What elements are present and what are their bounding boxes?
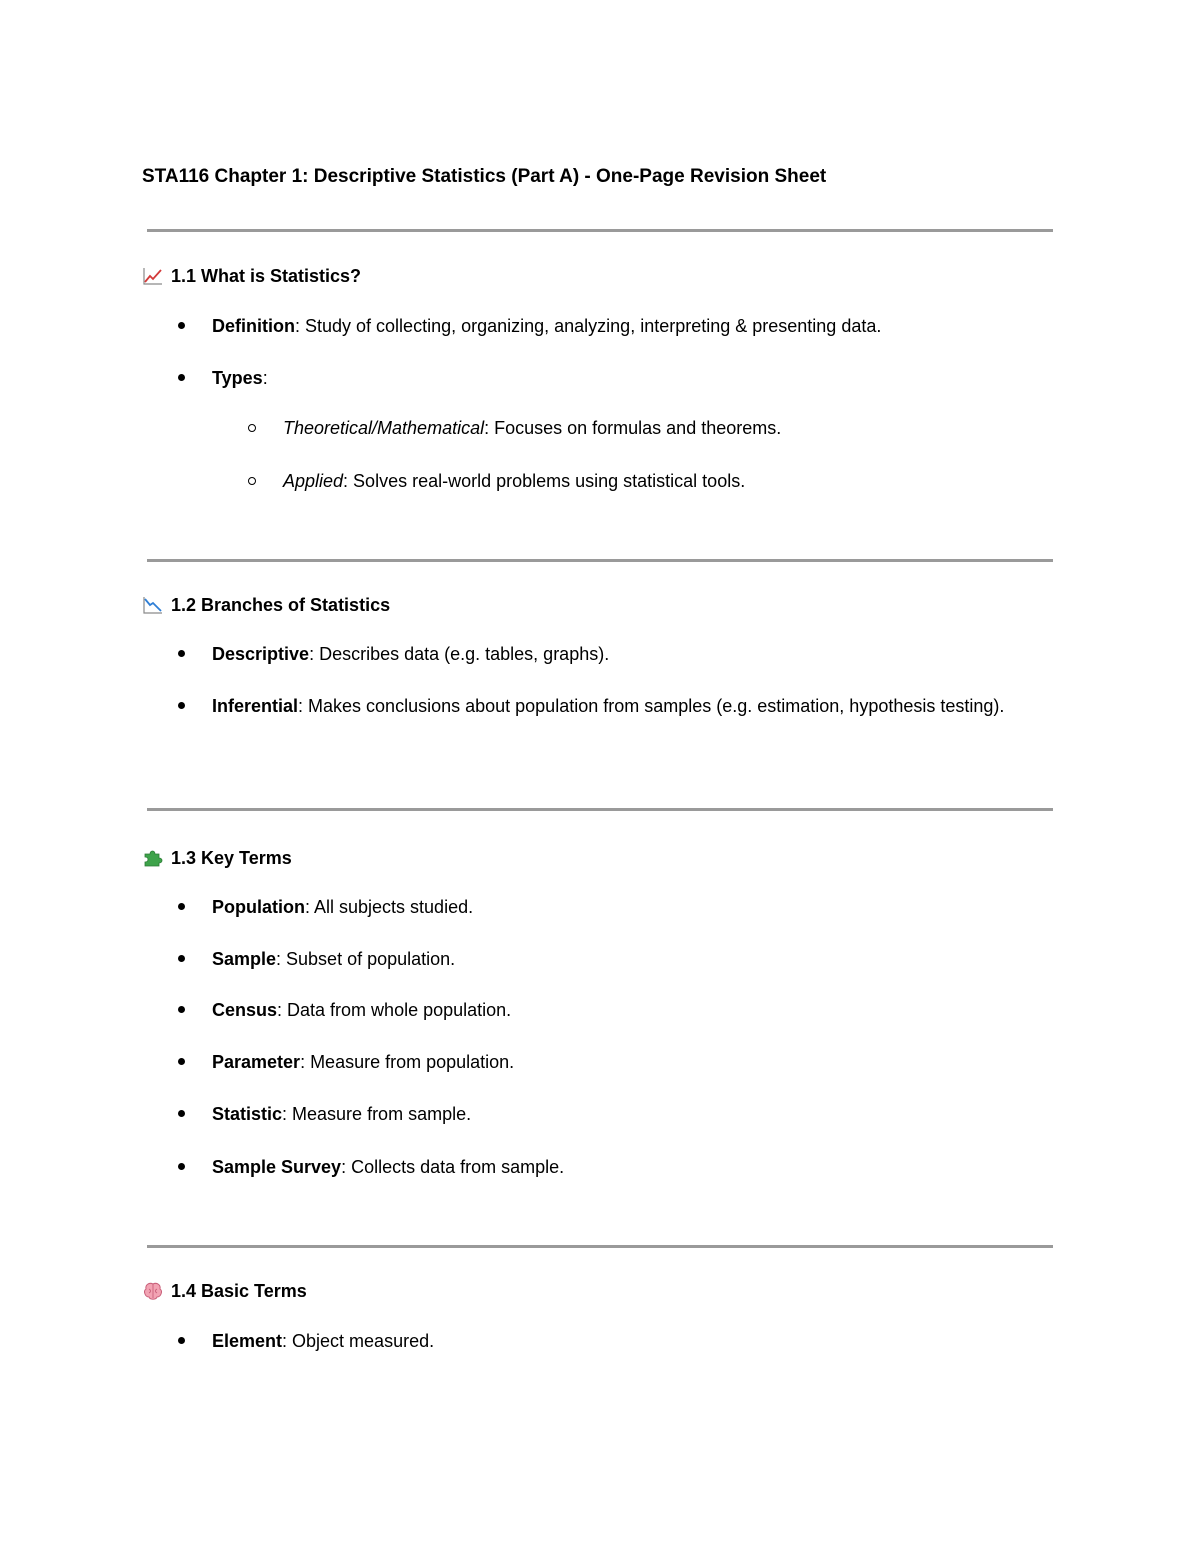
horizontal-rule bbox=[147, 1245, 1053, 1248]
list-item bbox=[212, 641, 1012, 667]
horizontal-rule bbox=[147, 229, 1053, 232]
term-label: Parameter bbox=[212, 1052, 301, 1072]
term-label: Descriptive bbox=[212, 644, 310, 664]
list-item bbox=[212, 1049, 1012, 1075]
bullet bbox=[178, 322, 185, 329]
section-heading-text: 1.1 What is Statistics? bbox=[171, 266, 362, 286]
list-item bbox=[212, 997, 1012, 1023]
bullet bbox=[178, 1337, 185, 1344]
term-description: : bbox=[262, 368, 268, 388]
brain-icon bbox=[142, 1281, 164, 1301]
term-description: : Makes conclusions about population from samples (e.g. estimation, hypothesis testing). bbox=[298, 696, 1005, 716]
list-item bbox=[212, 1101, 1012, 1127]
bullet bbox=[178, 374, 185, 381]
list-item bbox=[212, 894, 1012, 920]
chart-increasing-icon bbox=[142, 266, 164, 286]
term-description: : All subjects studied. bbox=[305, 897, 474, 917]
sub-list-item bbox=[283, 468, 1003, 494]
bullet bbox=[178, 1006, 185, 1013]
term-label: Sample bbox=[212, 949, 277, 969]
section-heading-1-2 bbox=[142, 593, 390, 617]
section-heading-text: 1.4 Basic Terms bbox=[171, 1281, 307, 1301]
bullet bbox=[178, 650, 185, 657]
term-description: : Object measured. bbox=[282, 1331, 435, 1351]
list-item bbox=[212, 365, 1012, 391]
bullet bbox=[178, 955, 185, 962]
bullet bbox=[178, 903, 185, 910]
term-label: Element bbox=[212, 1331, 283, 1351]
puzzle-piece-icon bbox=[142, 848, 164, 868]
section-heading-text: 1.2 Branches of Statistics bbox=[171, 595, 391, 615]
sub-list-item bbox=[283, 415, 1003, 441]
list-item bbox=[212, 1328, 1012, 1354]
chart-decreasing-icon bbox=[142, 595, 164, 615]
term-label: Theoretical/Mathematical bbox=[283, 418, 485, 438]
section-heading-1-4 bbox=[142, 1279, 307, 1303]
term-label: Types bbox=[212, 368, 263, 388]
bullet bbox=[178, 1058, 185, 1065]
list-item bbox=[212, 1154, 1012, 1180]
section-heading-text: 1.3 Key Terms bbox=[171, 848, 292, 868]
section-heading-1-3 bbox=[142, 846, 292, 870]
term-label: Inferential bbox=[212, 696, 299, 716]
list-item bbox=[212, 693, 1012, 719]
hollow-bullet bbox=[248, 424, 256, 432]
term-description: : Solves real-world problems using statistical tools. bbox=[343, 471, 746, 491]
term-label: Census bbox=[212, 1000, 278, 1020]
hollow-bullet bbox=[248, 477, 256, 485]
horizontal-rule bbox=[147, 559, 1053, 562]
term-description: : Focuses on formulas and theorems. bbox=[484, 418, 782, 438]
page-title: STA116 Chapter 1: Descriptive Statistics (Part A) - One-Page Revision Sheet bbox=[142, 166, 827, 187]
horizontal-rule bbox=[147, 808, 1053, 811]
section-heading-1-1 bbox=[142, 264, 361, 288]
term-description: : Collects data from sample. bbox=[341, 1157, 565, 1177]
term-description: : Data from whole population. bbox=[277, 1000, 512, 1020]
bullet bbox=[178, 1110, 185, 1117]
list-item bbox=[212, 313, 1012, 339]
term-description: : Subset of population. bbox=[276, 949, 456, 969]
list-item bbox=[212, 946, 1012, 972]
bullet bbox=[178, 1163, 185, 1170]
bullet bbox=[178, 702, 185, 709]
term-label: Statistic bbox=[212, 1104, 283, 1124]
term-description: : Study of collecting, organizing, analyzing, interpreting & presenting data. bbox=[295, 316, 882, 336]
term-label: Applied bbox=[283, 471, 344, 491]
term-description: : Measure from sample. bbox=[282, 1104, 472, 1124]
term-description: : Describes data (e.g. tables, graphs). bbox=[309, 644, 610, 664]
term-label: Sample Survey bbox=[212, 1157, 342, 1177]
term-description: : Measure from population. bbox=[300, 1052, 515, 1072]
term-label: Definition bbox=[212, 316, 295, 336]
term-label: Population bbox=[212, 897, 305, 917]
